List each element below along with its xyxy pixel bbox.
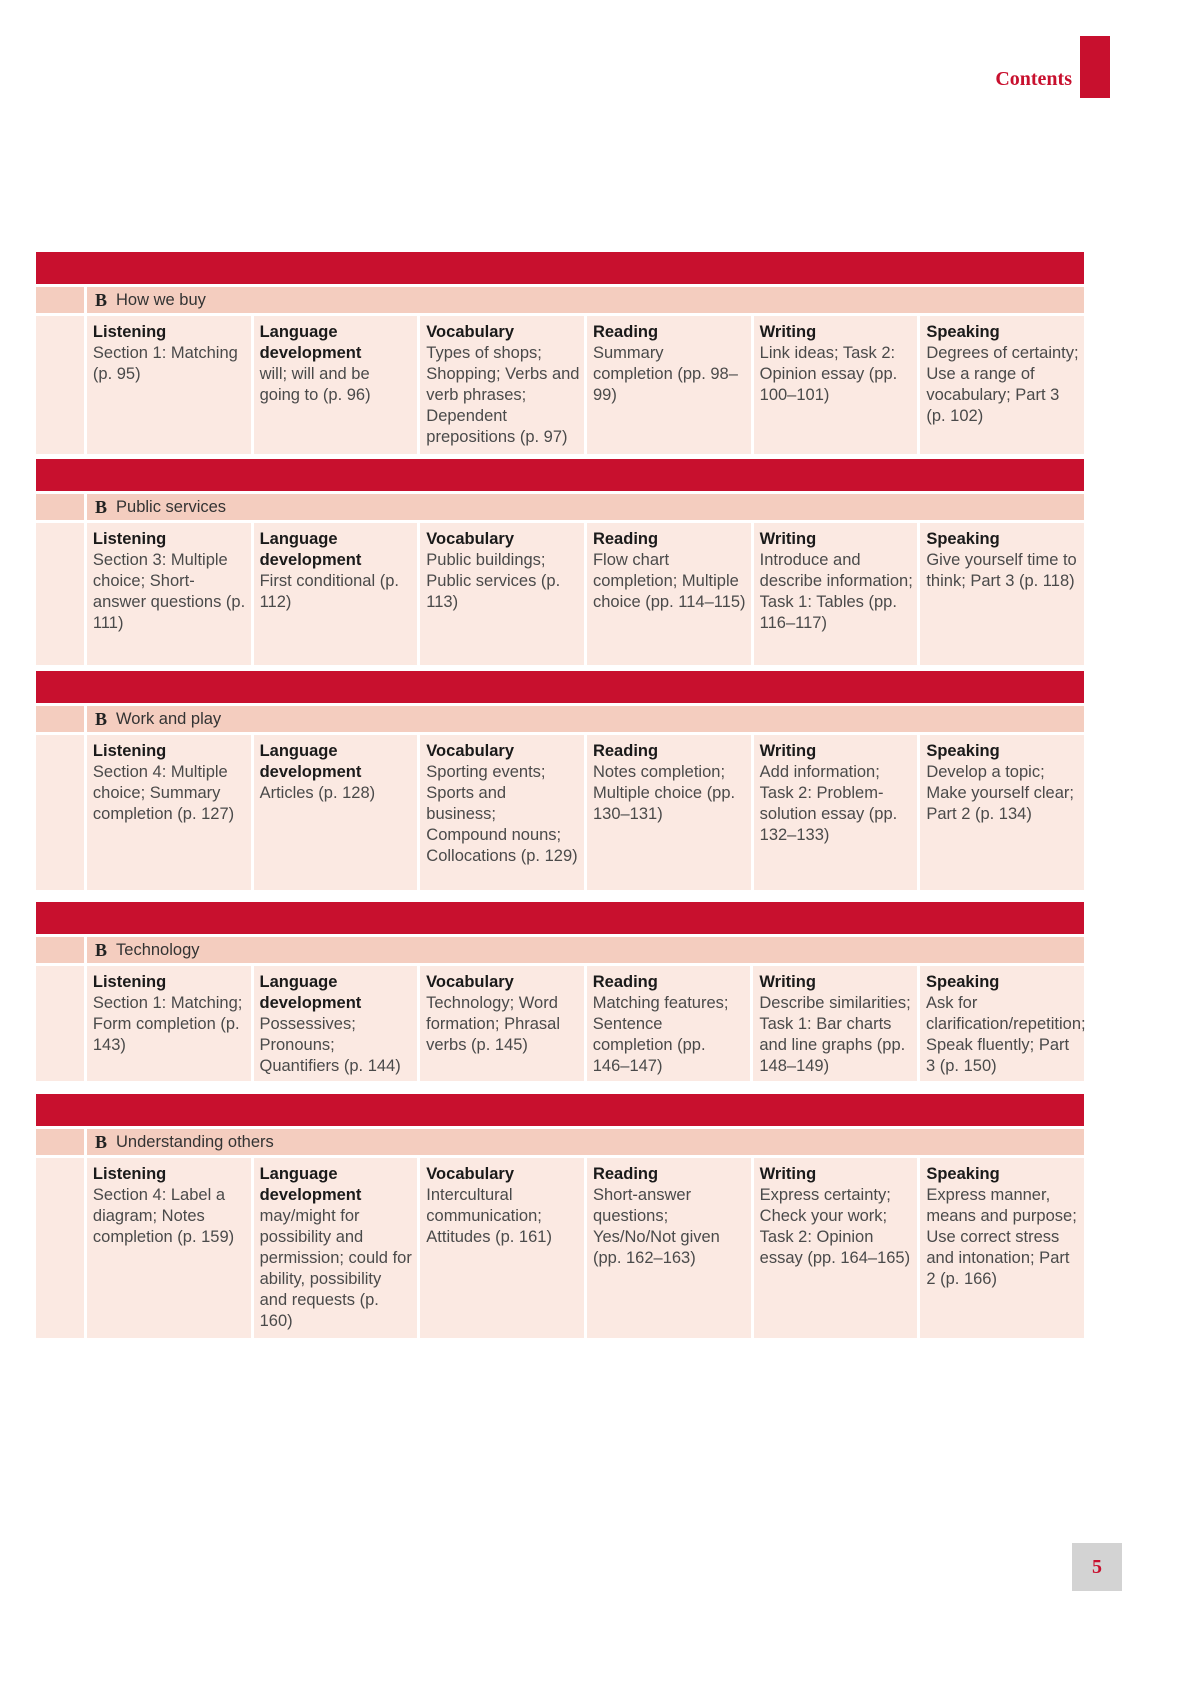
skill-cell-listening [87,1158,251,1338]
unit-title: Technology [116,940,200,959]
unit-skills-row [36,735,1084,890]
skill-topics: Section 1: Matching (p. 95) [92,344,238,383]
skill-topics: Summary completion (pp. 98–99) [592,344,738,404]
skill-cell-speaking [920,966,1084,1081]
skill-heading: Reading [592,530,659,548]
skill-cell-writing [754,1158,918,1338]
skill-cell-vocabulary [420,316,584,454]
skill-topics: Technology; Word formation; Phrasal verbs (p. 145) [426,994,561,1054]
unit-subheading [87,1129,1084,1155]
skill-cell-writing [753,966,917,1081]
skill-cell-speaking [920,735,1084,890]
unit-skills-row [36,1158,1084,1338]
unit-header-bar [36,1094,1084,1126]
skill-cell-vocabulary [420,966,584,1081]
skill-heading: Vocabulary [426,530,515,548]
skills-margin-cell [36,316,84,454]
unit-subheading [87,706,1084,732]
unit-block [36,459,1084,665]
skill-heading: Listening [92,973,167,991]
unit-title: Work and play [116,709,222,728]
skill-cell-speaking [920,523,1084,665]
skill-topics: Express manner, means and purpose; Use correct stress and intonation; Part 2 (p. 166) [926,1186,1077,1288]
unit-block [36,252,1084,454]
skill-topics: Degrees of certainty; Use a range of vocabulary; Part 3 (p. 102) [926,344,1079,425]
unit-skills-row [36,523,1084,665]
skill-heading: Writing [759,530,817,548]
unit-header-bar [36,252,1084,284]
unit-block [36,1094,1084,1338]
skill-topics: Articles (p. 128) [259,784,376,802]
unit-margin-cell [36,494,84,520]
skill-heading: Reading [592,1165,659,1183]
unit-letter: B [95,496,108,517]
unit-skills-row [36,316,1084,454]
skill-topics: Possessives; Pronouns; Quantifiers (p. 144) [259,1015,401,1075]
skill-cell-language-development [254,1158,418,1338]
skill-heading: Language development [259,323,362,362]
skill-cell-language-development [254,735,418,890]
skill-topics: Ask for clarification/repetition; Speak fluently; Part 3 (p. 150) [926,994,1086,1075]
skill-topics: Short-answer questions; Yes/No/Not given (pp. 162–163) [592,1186,720,1267]
unit-subheading [87,494,1084,520]
unit-letter: B [95,708,108,729]
skill-topics: Link ideas; Task 2: Opinion essay (pp. 100–101) [759,344,898,404]
skill-cell-listening [87,523,251,665]
skill-heading: Vocabulary [426,742,515,760]
unit-subheading-row [36,706,1084,732]
skill-topics: Notes completion; Multiple choice (pp. 130–131) [592,763,736,823]
skill-heading: Speaking [926,742,1000,760]
unit-margin-cell [36,706,84,732]
skill-heading: Reading [592,323,659,341]
skill-heading: Speaking [926,530,1000,548]
skill-topics: Section 3: Multiple choice; Short-answer questions (p. 111) [92,551,246,632]
unit-subheading-row [36,494,1084,520]
skill-heading: Language development [259,973,362,1012]
skill-cell-writing [754,735,918,890]
unit-letter: B [95,289,108,310]
skill-heading: Listening [92,742,167,760]
skill-heading: Writing [759,742,817,760]
skill-topics: Section 1: Matching; Form completion (p. 143) [92,994,243,1054]
unit-header-bar [36,459,1084,491]
skill-cell-vocabulary [420,1158,584,1338]
unit-subheading-row [36,937,1084,963]
skill-topics: Section 4: Label a diagram; Notes completion (p. 159) [92,1186,235,1246]
skill-cell-listening [87,316,251,454]
skill-topics: Types of shops; Shopping; Verbs and verb phrases; Dependent prepositions (p. 97) [426,344,580,446]
skill-topics: Add information; Task 2: Problem-solution essay (pp. 132–133) [759,763,898,844]
skill-cell-writing [754,523,918,665]
unit-subheading [87,287,1084,313]
skill-heading: Listening [92,1165,167,1183]
skill-heading: Speaking [926,1165,1000,1183]
skill-cell-reading [587,316,751,454]
skill-topics: Introduce and describe information; Task 1: Tables (pp. 116–117) [759,551,913,632]
skill-cell-listening [87,735,251,890]
skill-heading: Vocabulary [426,973,514,991]
skill-heading: Writing [759,973,816,991]
skill-cell-vocabulary [420,523,584,665]
skill-topics: will; will and be going to (p. 96) [259,365,371,404]
skill-cell-speaking [920,1158,1084,1338]
skill-cell-language-development [254,966,418,1081]
skill-topics: Flow chart completion; Multiple choice (pp. 114–115) [592,551,746,611]
unit-margin-cell [36,937,84,963]
skill-heading: Speaking [926,323,1000,341]
unit-subheading-row [36,1129,1084,1155]
unit-letter: B [95,939,108,960]
unit-header-bar [36,671,1084,703]
skill-topics: may/might for possibility and permission; could for ability, possibility and requests (p. 160) [259,1207,412,1330]
unit-block [36,902,1084,1081]
unit-title: How we buy [116,290,206,309]
skill-cell-language-development [254,523,418,665]
contents-tab-marker [1080,36,1110,98]
skill-heading: Speaking [926,973,1000,991]
skill-cell-reading [587,735,751,890]
unit-title: Public services [116,497,227,516]
skill-heading: Listening [92,323,167,341]
skill-heading: Vocabulary [426,1165,515,1183]
skill-heading: Language development [259,742,362,781]
contents-heading: Contents [995,68,1072,90]
skill-topics: Intercultural communication; Attitudes (p. 161) [426,1186,552,1246]
skills-margin-cell [36,966,84,1081]
skill-topics: Public buildings; Public services (p. 113) [426,551,561,611]
skills-margin-cell [36,1158,84,1338]
skill-topics: Section 4: Multiple choice; Summary completion (p. 127) [92,763,235,823]
skill-heading: Writing [759,323,817,341]
skill-cell-reading [587,966,751,1081]
skill-heading: Vocabulary [426,323,515,341]
unit-title: Understanding others [116,1132,274,1151]
page-number: 5 [1072,1543,1122,1591]
skill-topics: First conditional (p. 112) [259,572,399,611]
skill-heading: Listening [92,530,167,548]
skill-topics: Matching features; Sentence completion (pp. 146–147) [592,994,729,1075]
skill-heading: Language development [259,1165,362,1204]
unit-subheading-row [36,287,1084,313]
skill-topics: Express certainty; Check your work; Task 2: Opinion essay (pp. 164–165) [759,1186,911,1267]
skill-topics: Develop a topic; Make yourself clear; Part 2 (p. 134) [926,763,1074,823]
skill-topics: Give yourself time to think; Part 3 (p. 118) [926,551,1077,590]
skill-heading: Reading [592,973,658,991]
skill-heading: Language development [259,530,362,569]
unit-subheading [87,937,1084,963]
unit-margin-cell [36,1129,84,1155]
skill-cell-language-development [254,316,418,454]
skills-margin-cell [36,735,84,890]
unit-skills-row [36,966,1084,1081]
skill-cell-listening [87,966,251,1081]
unit-letter: B [95,1131,108,1152]
skill-cell-reading [587,523,751,665]
skill-heading: Writing [759,1165,817,1183]
skill-cell-reading [587,1158,751,1338]
skill-cell-writing [754,316,918,454]
unit-margin-cell [36,287,84,313]
unit-header-bar [36,902,1084,934]
skill-cell-speaking [920,316,1084,454]
skills-margin-cell [36,523,84,665]
skill-cell-vocabulary [420,735,584,890]
unit-block [36,671,1084,890]
skill-heading: Reading [592,742,659,760]
skill-topics: Describe similarities; Task 1: Bar charts and line graphs (pp. 148–149) [759,994,911,1075]
skill-topics: Sporting events; Sports and business; Compound nouns; Collocations (p. 129) [426,763,578,865]
